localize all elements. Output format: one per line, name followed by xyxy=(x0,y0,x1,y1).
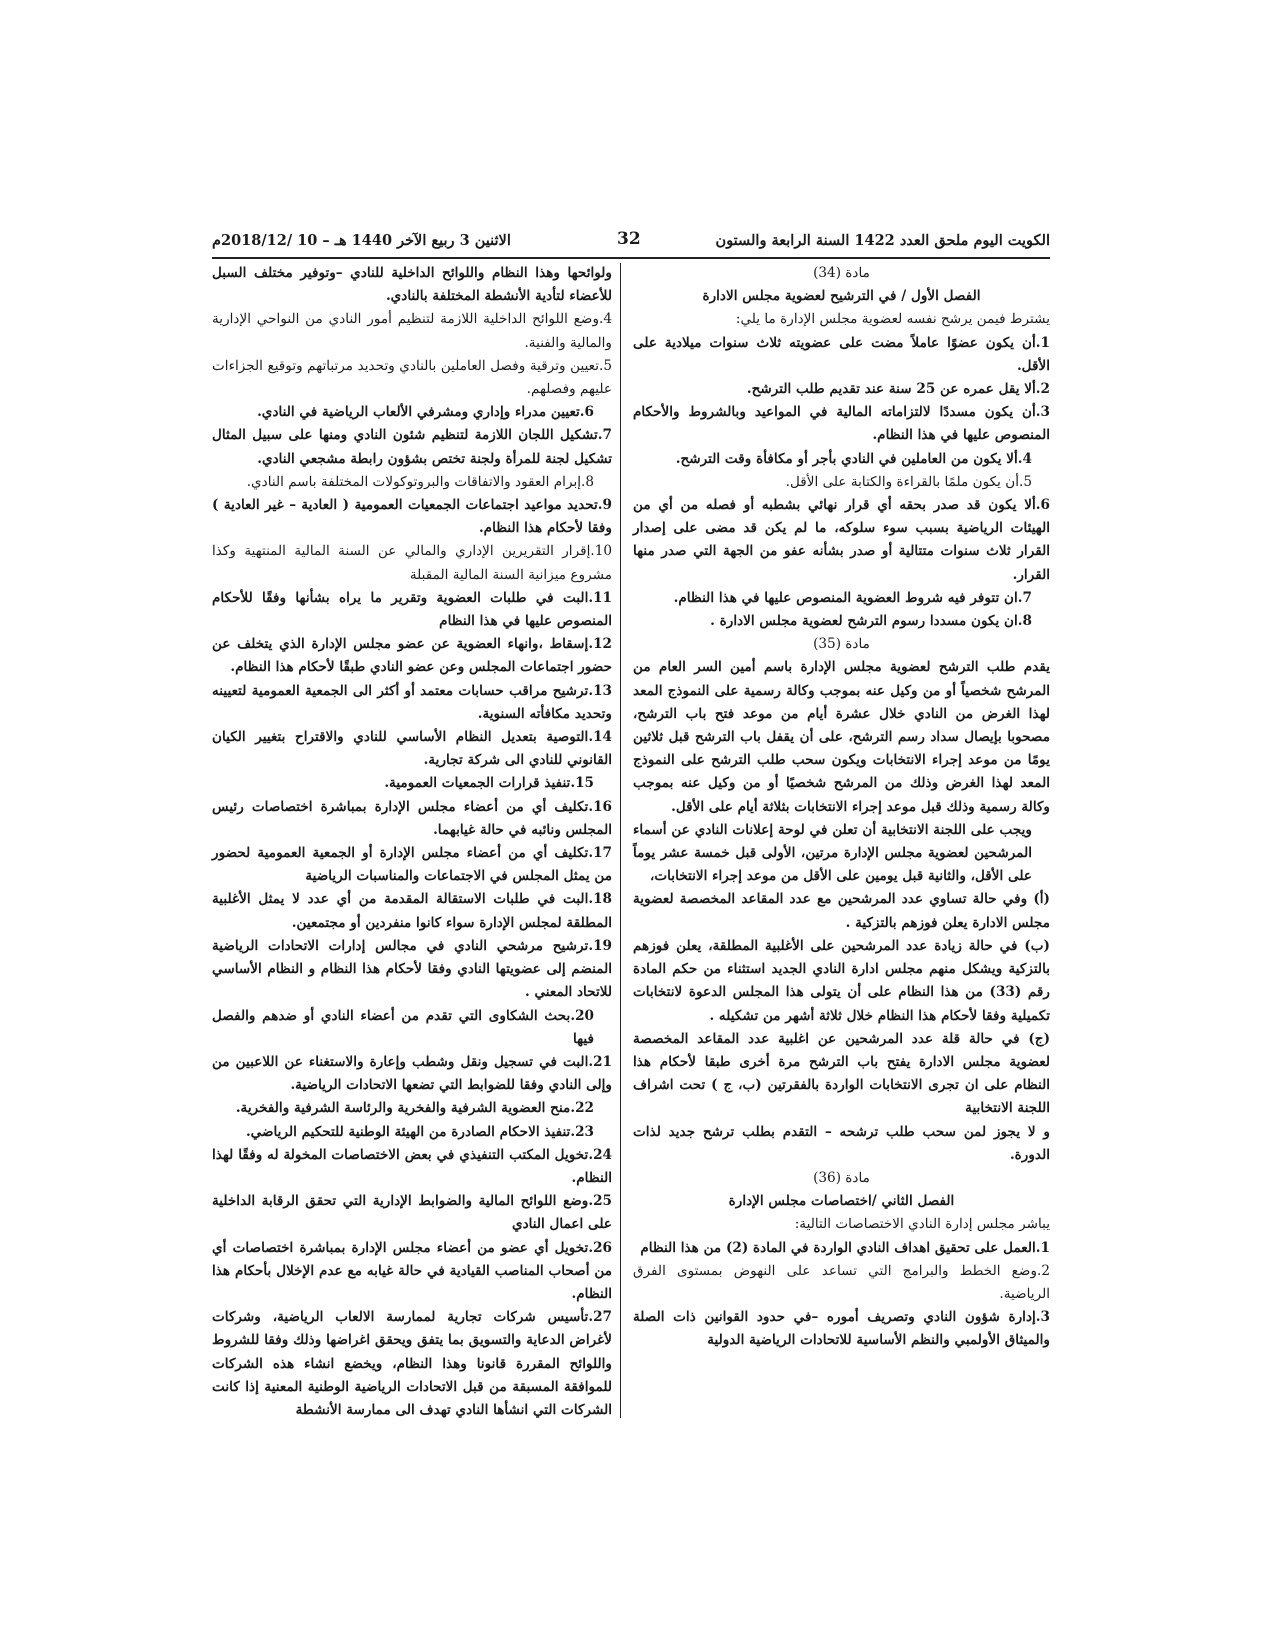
paragraph: 12.إسقاط ،وانهاء العضوية عن عضو مجلس الإدارة الذي يتخلف عن حضور اجتماعات المجلس وعن عضو النادي طبقًا لأحكام هذا النظام. xyxy=(212,636,612,676)
paragraph: 14.التوصية بتعديل النظام الأساسي للنادي والاقتراح بتغيير الكيان القانوني للنادي الى شركة تجارية. xyxy=(212,729,612,769)
paragraph: مادة (35) xyxy=(813,636,870,653)
paragraph: 16.تكليف أي من أعضاء مجلس الإدارة بمباشرة اختصاصات رئيس المجلس ونائبه في حالة غيابهما. xyxy=(212,798,612,838)
paragraph: يقدم طلب الترشح لعضوية مجلس الإدارة باسم أمين السر العام من المرشح شخصياً أو من وكيل عنه بموجب وكالة رسمية على النموذج المعد لهذا الغرض من النادي خلال عشرة أيام من موعد فتح باب الترشح، مصحوبا بإيصال سداد رسم الترشح، على أن يقفل باب الترشح قبل ثلاثين يومًا من موعد إجراء الانتخابات ويكون سحب طلب الترشح على النموذج المعد لهذا الغرض وذلك من المرشح شخصيًا أو من وكيل عنه بموجب وكالة رسمية وذلك قبل موعد إجراء الانتخابات بثلاثة أيام على الأقل. xyxy=(633,659,1050,815)
paragraph: 23.تنفيذ الاحكام الصادرة من الهيئة الوطنية للتحكيم الرياضي. xyxy=(245,1123,594,1140)
paragraph: 20.بحث الشكاوى التي تقدم من أعضاء النادي أو ضدهم والفصل فيها xyxy=(212,1007,594,1047)
paragraph: 6.تعيين مدراء وإداري ومشرفي الألعاب الرياضية في النادي. xyxy=(257,404,594,421)
header-date: الاثنين 3 ربيع الآخر 1440 هـ – 10 /2018/12م xyxy=(212,232,511,249)
left-column xyxy=(212,262,612,1422)
paragraph: 15.تنفيذ قرارات الجمعيات العمومية. xyxy=(384,775,594,792)
paragraph: 3.أن يكون مسددًا لالتزاماته المالية في المواعيد وبالشروط والأحكام المنصوص عليها في هذا النظام. xyxy=(633,404,1050,444)
paragraph: 7.ان تتوفر فيه شروط العضوية المنصوص عليها في هذا النظام. xyxy=(673,589,1032,606)
paragraph: 5.أن يكون ملمًا بالقراءة والكتابة على الأقل. xyxy=(785,473,1032,490)
paragraph: و لا يجوز لمن سحب طلب ترشحه – التقدم بطلب ترشح جديد لذات الدورة. xyxy=(633,1123,1050,1163)
right-column xyxy=(633,262,1050,1353)
paragraph: 6.ألا يكون قد صدر بحقه أي قرار نهائي بشطبه أو فصله من أي من الهيئات الرياضية بسبب سوء سلوكه، ما لم يكن قد مضى على إصدار القرار ثلاث سنوات متتالية أو صدر بشأنه عفو من الجهة التي صدر منها القرار. xyxy=(633,497,1050,583)
paragraph: 4.وضع اللوائح الداخلية اللازمة لتنظيم أمور النادي من النواحي الإدارية والمالية والفنية. xyxy=(212,311,612,351)
paragraph: ولوائحها وهذا النظام واللوائح الداخلية للنادي –وتوفير مختلف السبل للأعضاء لتأدية الأنشطة المختلفة بالنادي. xyxy=(212,265,612,305)
paragraph: 25.وضع اللوائح المالية والضوابط الإدارية التي تحقق الرقابة الداخلية على اعمال النادي xyxy=(212,1193,612,1233)
header-rule xyxy=(212,257,1050,259)
paragraph: 9.تحديد مواعيد اجتماعات الجمعيات العمومية ( العادية – غير العادية ) وفقا لأحكام هذا النظام. xyxy=(212,497,612,537)
paragraph: (ب) في حالة زيادة عدد المرشحين على الأغلبية المطلقة، يعلن فوزهم بالتزكية ويشكل منهم مجلس ادارة النادي الجديد استثناء من حكم المادة رقم (33) من هذا النظام على أن يتولى هذا المجلس الدعوة لانتخابات تكميلية وفقا لأحكام هذا النظام خلال ثلاثة أشهر من تشكيله . xyxy=(633,937,1050,1024)
paragraph: الفصل الثاني /اختصاصات مجلس الإدارة xyxy=(728,1193,955,1210)
paragraph: 2.ألا يقل عمره عن 25 سنة عند تقديم طلب الترشح. xyxy=(746,381,1050,398)
paragraph: مادة (36) xyxy=(813,1169,870,1186)
paragraph: (أ) وفي حالة تساوي عدد المرشحين مع عدد المقاعد المخصصة لعضوية مجلس الادارة يعلن فوزهم بالتزكية . xyxy=(633,891,1050,931)
paragraph: ويجب على اللجنة الانتخابية أن تعلن في لوحة إعلانات النادي عن أسماء المرشحين لعضوية مجلس الإدارة مرتين، الأولى قبل خمسة عشر يوماً على الأقل، والثانية قبل يومين على الأقل من موعد إجراء الانتخابات، xyxy=(633,821,1032,885)
paragraph: مادة (34) xyxy=(813,265,870,281)
paragraph: 7.تشكيل اللجان اللازمة لتنظيم شئون النادي ومنها على سبيل المثال تشكيل لجنة للمرأة ولجنة تختص بشؤون رابطة مشجعي النادي. xyxy=(212,427,612,467)
paragraph: يشترط فيمن يرشح نفسه لعضوية مجلس الإدارة ما يلي: xyxy=(735,311,1050,328)
paragraph: 5.تعيين وترقية وفصل العاملين بالنادي وتحديد مرتباتهم وتوقيع الجزاءات عليهم وفصلهم. xyxy=(212,357,612,398)
page-number: 32 xyxy=(617,229,641,249)
paragraph: 11.البت في طلبات العضوية وتقرير ما يراه بشأنها وفقًا للأحكام المنصوص عليها في هذا النظام xyxy=(212,589,612,630)
paragraph: 4.ألا يكون من العاملين في النادي بأجر أو مكافأة وقت الترشح. xyxy=(675,450,1032,467)
paragraph: 21.البت في تسجيل ونقل وشطب وإعارة والاستغناء عن اللاعبين من وإلى النادي وفقا للضوابط التي تضعها الاتحادات الرياضية. xyxy=(212,1053,612,1094)
header-publication: الكويت اليوم ملحق العدد 1422 السنة الرابعة والستون xyxy=(715,232,1050,249)
paragraph: 13.ترشيح مراقب حسابات معتمد أو أكثر الى الجمعية العمومية لتعيينه وتحديد مكافأته السنوية. xyxy=(212,682,612,722)
paragraph: 2.وضع الخطط والبرامج التي تساعد على النهوض بمستوى الفرق الرياضية. xyxy=(633,1262,1050,1302)
column-divider xyxy=(620,263,621,1418)
paragraph: 8.إبرام العقود والاتفاقات والبروتوكولات المختلفة باسم النادي. xyxy=(246,473,594,490)
paragraph: 1.العمل على تحقيق اهداف النادي الواردة في المادة (2) من هذا النظام xyxy=(640,1239,1050,1256)
paragraph: 8.ان يكون مسددا رسوم الترشح لعضوية مجلس الادارة . xyxy=(710,613,1032,630)
paragraph: 17.تكليف أي من أعضاء مجلس الإدارة أو الجمعية العمومية لحضور من يمثل المجلس في الاجتماعات والمناسبات الرياضية xyxy=(212,845,612,885)
paragraph: 1.أن يكون عضوًا عاملاً مضت على عضويته ثلاث سنوات ميلادية على الأقل. xyxy=(633,334,1050,374)
paragraph: يباشر مجلس إدارة النادي الاختصاصات التالية: xyxy=(794,1216,1050,1233)
paragraph: 18.البت في طلبات الاستقالة المقدمة من أي عدد لا يمثل الأغلبية المطلقة لمجلس الإدارة سواء كانوا منفردين أو مجتمعين. xyxy=(212,891,612,931)
paragraph: 3.إدارة شؤون النادي وتصريف أموره –في حدود القوانين ذات الصلة والميثاق الأولمبي والنظم الأساسية للاتحادات الرياضية الدولية xyxy=(633,1309,1050,1349)
paragraph: 19.ترشيح مرشحي النادي في مجالس إدارات الاتحادات الرياضية المنضم إلى عضويتها النادي وفقا لأحكام هذا النظام و النظام الأساسي للاتحاد المعني . xyxy=(212,937,612,1001)
paragraph: 22.منح العضوية الشرفية والفخرية والرئاسة الشرفية والفخرية. xyxy=(235,1100,594,1117)
paragraph: 27.تأسيس شركات تجارية لممارسة الالعاب الرياضية، وشركات لأغراض الدعاية والتسويق بما يتفق ويحقق اغراضها وذلك وفقا للشروط واللوائح المقررة قانونا وهذا النظام، ويخضع انشاء هذه الشركات للموافقة المسبقة من قبل الاتحادات الرياضية الوطنية المعنية إذا كانت الشركات التي انشأها النادي تهدف الى ممارسة الأنشطة xyxy=(212,1309,612,1418)
paragraph: 24.تخويل المكتب التنفيذي في بعض الاختصاصات المخولة له وفقًا لهذا النظام. xyxy=(212,1146,612,1186)
paragraph: الفصل الأول / في الترشيح لعضوية مجلس الادارة xyxy=(702,288,981,305)
page-header xyxy=(212,229,1050,254)
paragraph: (ج) في حالة قلة عدد المرشحين عن اغلبية عدد المقاعد المخصصة لعضوية مجلس الادارة يفتح باب الترشح مرة أخرى طبقا لأحكام هذا النظام على ان تجرى الانتخابات الواردة بالفقرتين (ب، ج ) تحت اشراف اللجنة الانتخابية xyxy=(633,1030,1051,1117)
paragraph: 10.إقرار التقريرين الإداري والمالي عن السنة المالية المنتهية وكذا مشروع ميزانية السنة المالية المقبلة xyxy=(212,543,612,583)
paragraph: 26.تخويل أي عضو من أعضاء مجلس الإدارة بمباشرة اختصاصات أي من أصحاب المناصب القيادية في حالة غيابه مع عدم الإخلال بأحكام هذا النظام. xyxy=(212,1239,612,1302)
